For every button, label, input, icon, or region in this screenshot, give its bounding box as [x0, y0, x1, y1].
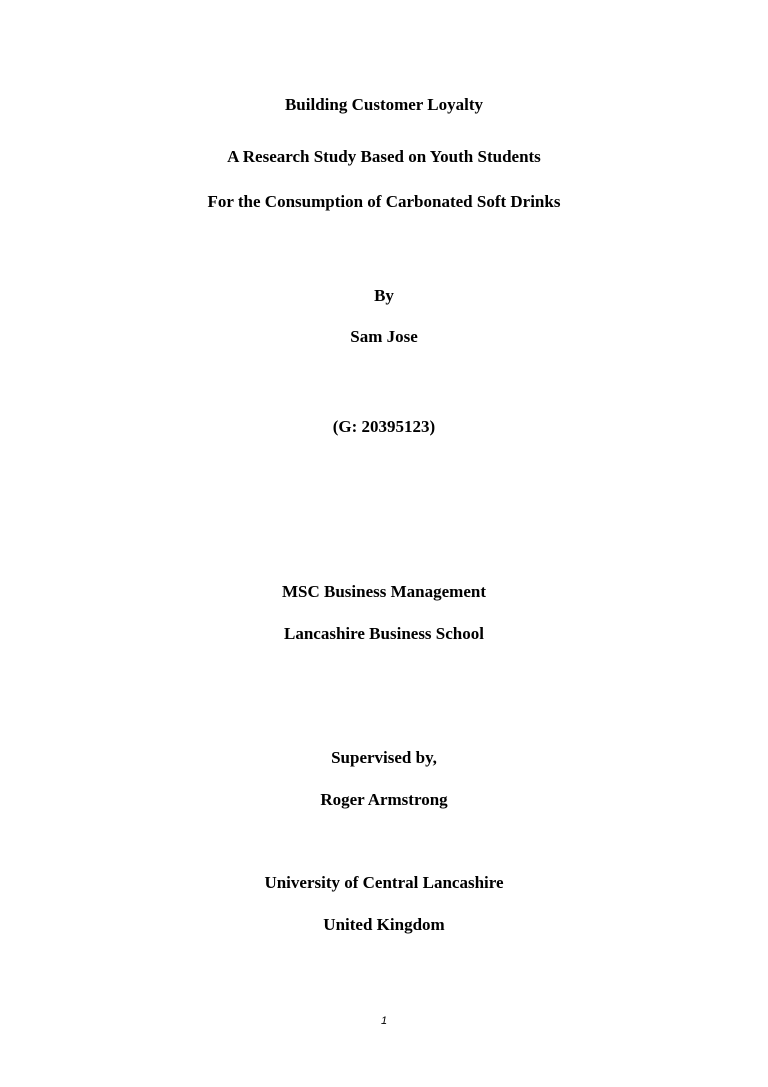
thesis-title: Building Customer Loyalty — [284, 95, 484, 114]
course-name: MSC Business Management — [281, 582, 486, 601]
author-name: Sam Jose — [350, 327, 418, 346]
page-number: 1 — [380, 1015, 388, 1027]
supervised-by-label: Supervised by, — [331, 748, 437, 767]
school-name: Lancashire Business School — [284, 624, 484, 643]
university-name: University of Central Lancashire — [264, 873, 504, 892]
by-label: By — [374, 286, 394, 305]
supervisor-name: Roger Armstrong — [320, 790, 448, 809]
student-id: (G: 20395123) — [332, 417, 436, 436]
country-name: United Kingdom — [323, 915, 445, 934]
thesis-subtitle-2: For the Consumption of Carbonated Soft Drinks — [207, 192, 561, 211]
thesis-subtitle: A Research Study Based on Youth Students — [227, 147, 541, 166]
